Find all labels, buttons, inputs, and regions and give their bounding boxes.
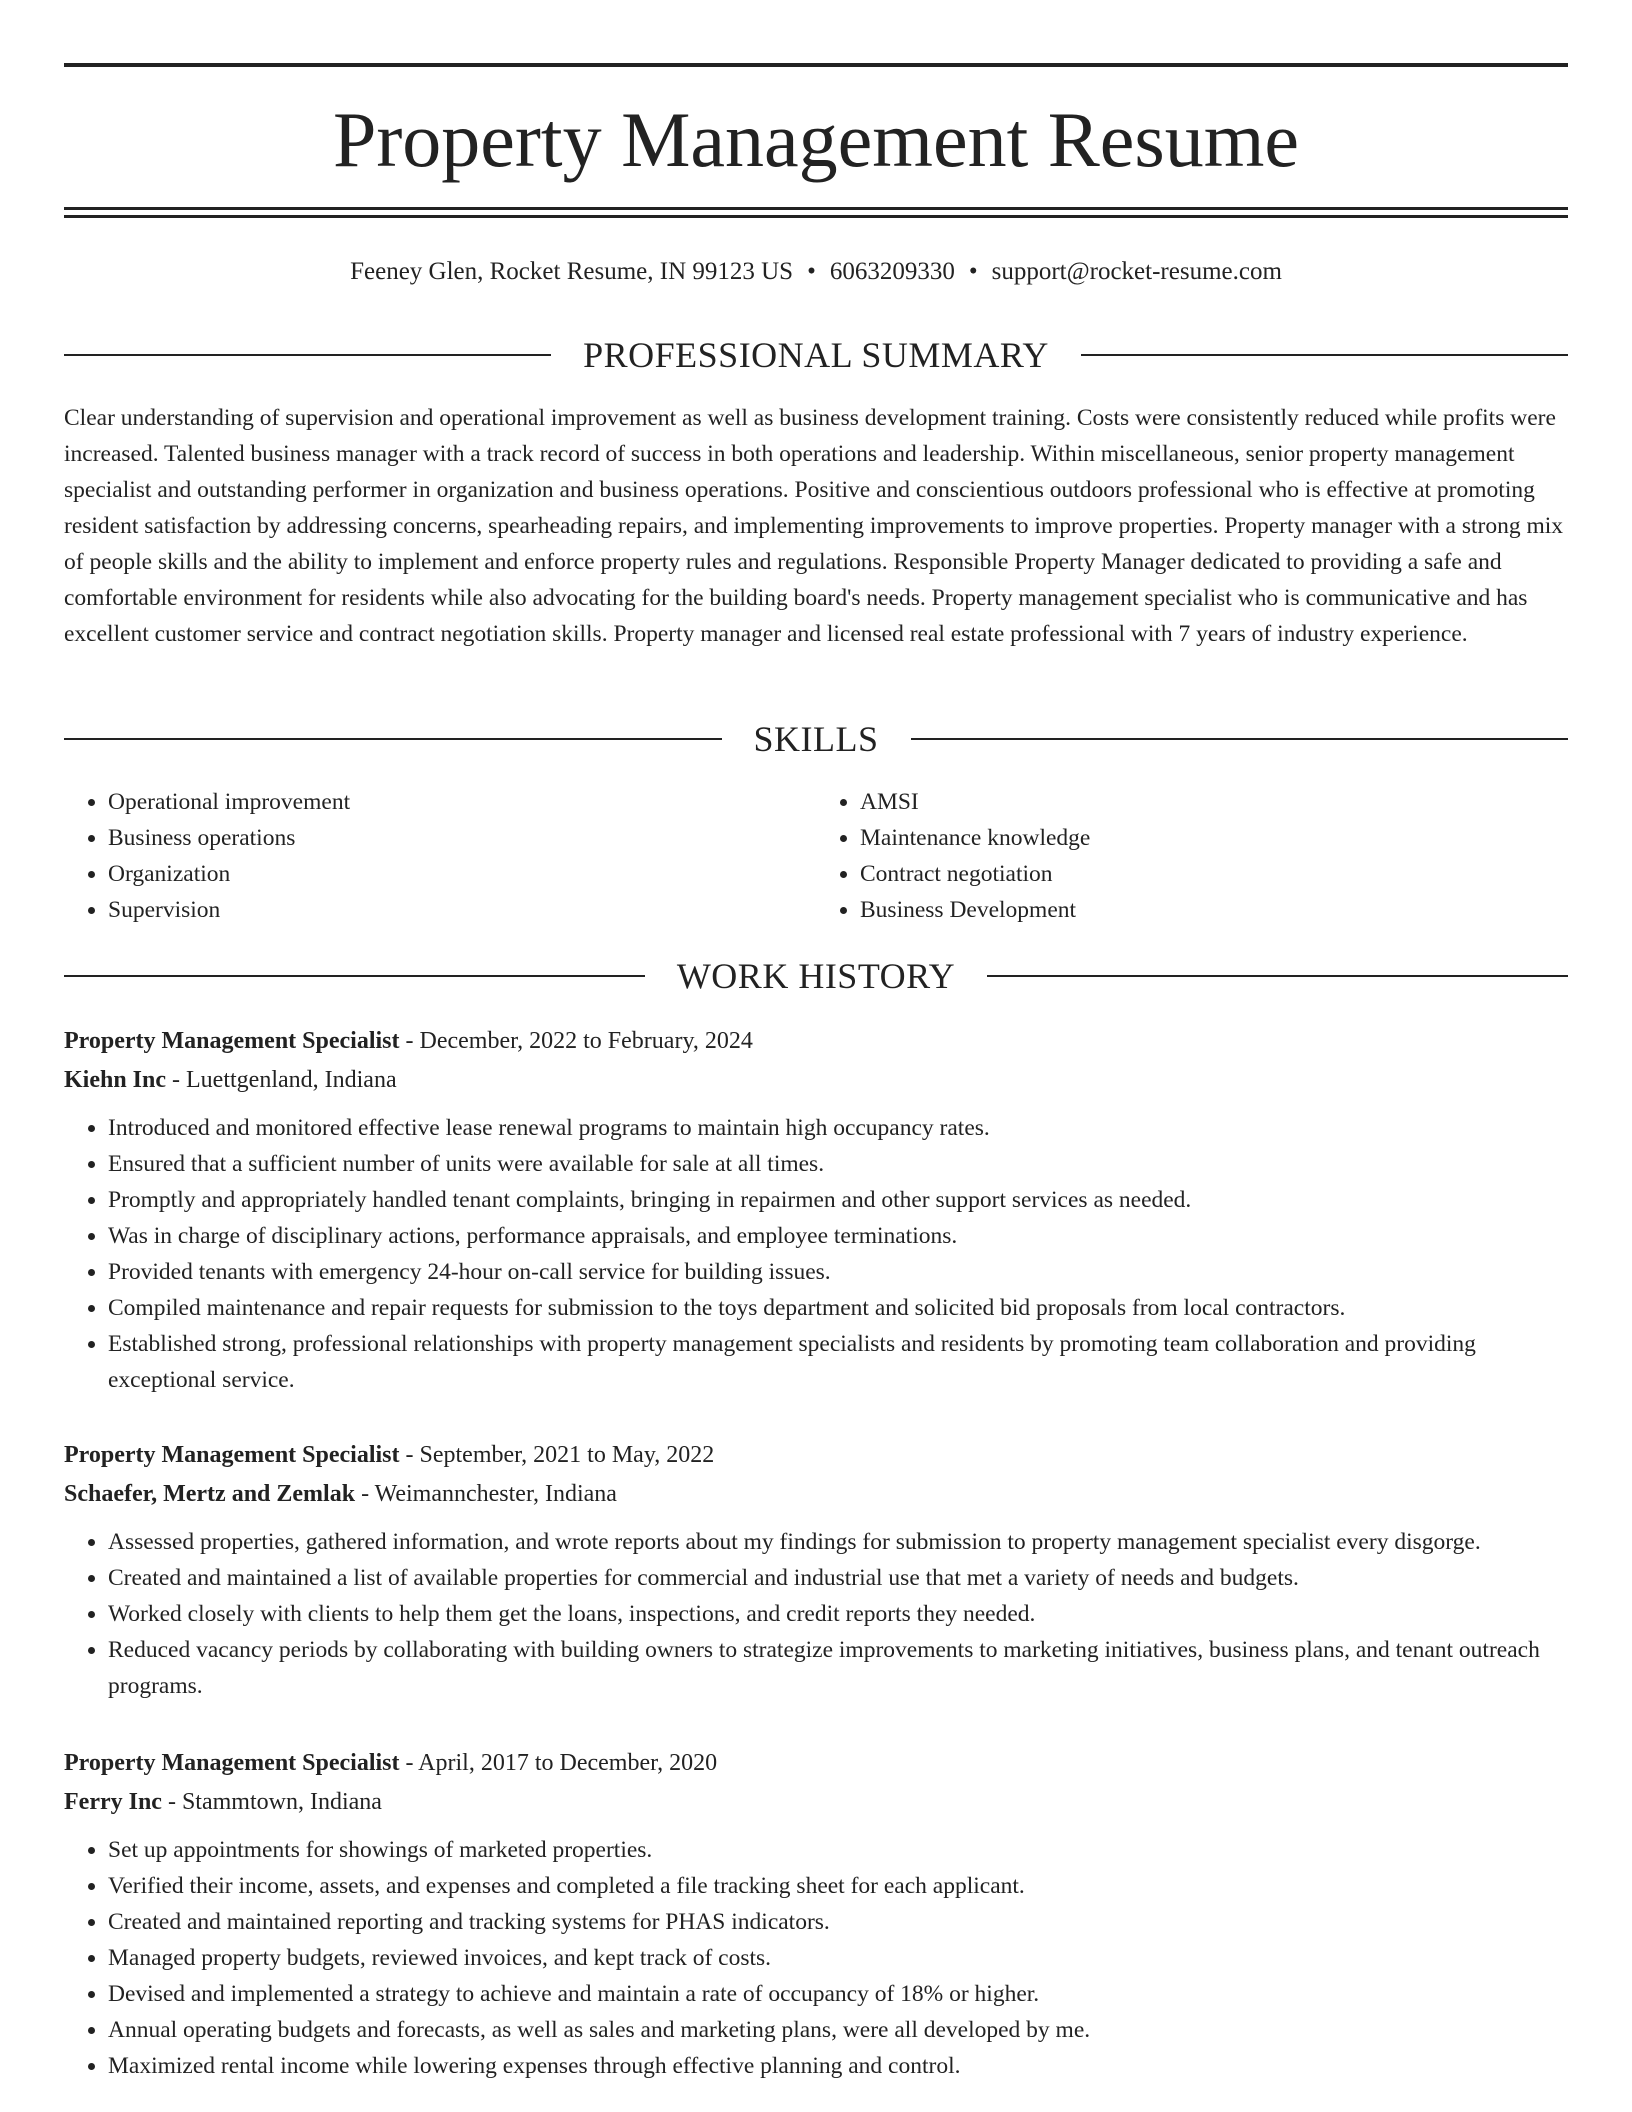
job-bullet: • Introduced and monitored effective lease renewal programs to maintain high occupancy rates. (108, 1110, 1568, 1146)
job-company: Kiehn Inc (64, 1067, 167, 1093)
job-dates: - April, 2017 to December, 2020 (399, 1750, 718, 1776)
contact-line (64, 256, 1568, 288)
skills-heading (64, 717, 1568, 761)
resume-title: Property Management Resume (332, 96, 1300, 183)
job-title: Property Management Specialist (64, 1442, 400, 1468)
job-company-line (64, 1475, 1568, 1514)
job-bullet: • Provided tenants with emergency 24-hour on-call service for building issues. (108, 1254, 1568, 1290)
job-bullet: • Managed property budgets, reviewed invoices, and kept track of costs. (108, 1940, 1568, 1976)
job-company-line (64, 1783, 1568, 1822)
job-entry (64, 1022, 1568, 1398)
heading-rule-left (64, 738, 722, 740)
job-bullet: • Devised and implemented a strategy to achieve and maintain a rate of occupancy of 18% or higher. (108, 1976, 1568, 2012)
job-role-line (64, 1744, 1568, 1783)
summary-heading-label: PROFESSIONAL SUMMARY (583, 335, 1049, 375)
job-location: - Weimannchester, Indiana (355, 1481, 617, 1507)
summary-heading (64, 333, 1568, 377)
skill-item: • Organization (108, 856, 816, 892)
heading-rule-right (911, 738, 1569, 740)
heading-rule-left (64, 975, 645, 977)
skills-list (64, 784, 1568, 928)
skills-heading-label: SKILLS (753, 719, 879, 759)
job-company: Ferry Inc (64, 1789, 162, 1815)
job-company: Schaefer, Mertz and Zemlak (64, 1481, 356, 1507)
skill-item: • Operational improvement (108, 784, 816, 820)
work-heading-label: WORK HISTORY (676, 956, 956, 996)
skills-column-left (64, 784, 816, 928)
skill-item: • AMSI (860, 784, 1568, 820)
job-bullet: • Set up appointments for showings of marketed properties. (108, 1832, 1568, 1868)
job-title: Property Management Specialist (64, 1028, 400, 1054)
summary-text: Clear understanding of supervision and operational improvement as well as business development training. Costs were consistently reduced while profits were increased. Talented business manager with a track record of success in both operations and leadership. Within miscellaneous, senior property management specialist and outstanding performer in organization and business operations. Positive and conscientious outdoors professional who is effective at promoting resident satisfaction by addressing concerns, spearheading repairs, and implementing improvements to improve properties. Property manager with a strong mix of people skills and the ability to implement and enforce property rules and regulations. Responsible Property Manager dedicated to providing a safe and comfortable environment for residents while also advocating for the building board's needs. Property management specialist who is communicative and has excellent customer service and contract negotiation skills. Property manager and licensed real estate professional with 7 years of industry experience. (64, 405, 1564, 647)
contact-phone: 6063209330 (829, 258, 955, 285)
job-company-line (64, 1061, 1568, 1100)
work-heading (64, 954, 1568, 998)
job-bullet: • Was in charge of disciplinary actions, performance appraisals, and employee terminations. (108, 1218, 1568, 1254)
job-bullet: • Reduced vacancy periods by collaborating with building owners to strategize improvements to marketing initiatives, business plans, and tenant outreach programs. (108, 1632, 1568, 1704)
job-bullet: • Annual operating budgets and forecasts, as well as sales and marketing plans, were all developed by me. (108, 2012, 1568, 2048)
skill-item: • Business Development (860, 892, 1568, 928)
job-role-line (64, 1022, 1568, 1061)
job-bullet: • Established strong, professional relationships with property management specialists and residents by promoting team collaboration and providing exceptional service. (108, 1326, 1568, 1398)
contact-separator: • (968, 258, 978, 285)
job-bullet: • Promptly and appropriately handled tenant complaints, bringing in repairmen and other support services as needed. (108, 1182, 1568, 1218)
job-bullet: • Created and maintained a list of available properties for commercial and industrial use that met a variety of needs and budgets. (108, 1560, 1568, 1596)
double-rule (64, 207, 1568, 218)
job-bullets (64, 1110, 1568, 1398)
skill-item: • Business operations (108, 820, 816, 856)
skill-item: • Contract negotiation (860, 856, 1568, 892)
job-entry (64, 1436, 1568, 1704)
job-role-line (64, 1436, 1568, 1475)
top-rule (64, 63, 1568, 67)
contact-address: Feeney Glen, Rocket Resume, IN 99123 US (350, 258, 794, 285)
heading-rule-left (64, 354, 551, 356)
job-dates: - December, 2022 to February, 2024 (399, 1028, 753, 1054)
heading-rule-right (987, 975, 1568, 977)
contact-separator: • (807, 258, 816, 285)
heading-rule-right (1081, 354, 1568, 356)
job-bullets (64, 1832, 1568, 2084)
job-title: Property Management Specialist (64, 1750, 400, 1776)
job-bullet: • Created and maintained reporting and tracking systems for PHAS indicators. (108, 1904, 1568, 1940)
job-location: - Luettgenland, Indiana (166, 1067, 397, 1093)
job-bullet: • Assessed properties, gathered information, and wrote reports about my findings for submission to property management specialist every disgorge. (108, 1524, 1568, 1560)
job-bullet: • Worked closely with clients to help them get the loans, inspections, and credit reports they needed. (108, 1596, 1568, 1632)
job-entry (64, 1744, 1568, 2084)
job-bullet: • Verified their income, assets, and expenses and completed a file tracking sheet for each applicant. (108, 1868, 1568, 1904)
job-dates: - September, 2021 to May, 2022 (399, 1442, 715, 1468)
skill-item: • Supervision (108, 892, 816, 928)
job-bullet: • Compiled maintenance and repair requests for submission to the toys department and solicited bid proposals from local contractors. (108, 1290, 1568, 1326)
job-bullets (64, 1524, 1568, 1704)
job-bullet: • Ensured that a sufficient number of units were available for sale at all times. (108, 1146, 1568, 1182)
contact-email: support@rocket-resume.com (991, 258, 1282, 285)
job-bullet: • Maximized rental income while lowering expenses through effective planning and control. (108, 2048, 1568, 2084)
skill-item: • Maintenance knowledge (860, 820, 1568, 856)
job-location: - Stammtown, Indiana (161, 1789, 382, 1815)
skills-column-right (816, 784, 1568, 928)
